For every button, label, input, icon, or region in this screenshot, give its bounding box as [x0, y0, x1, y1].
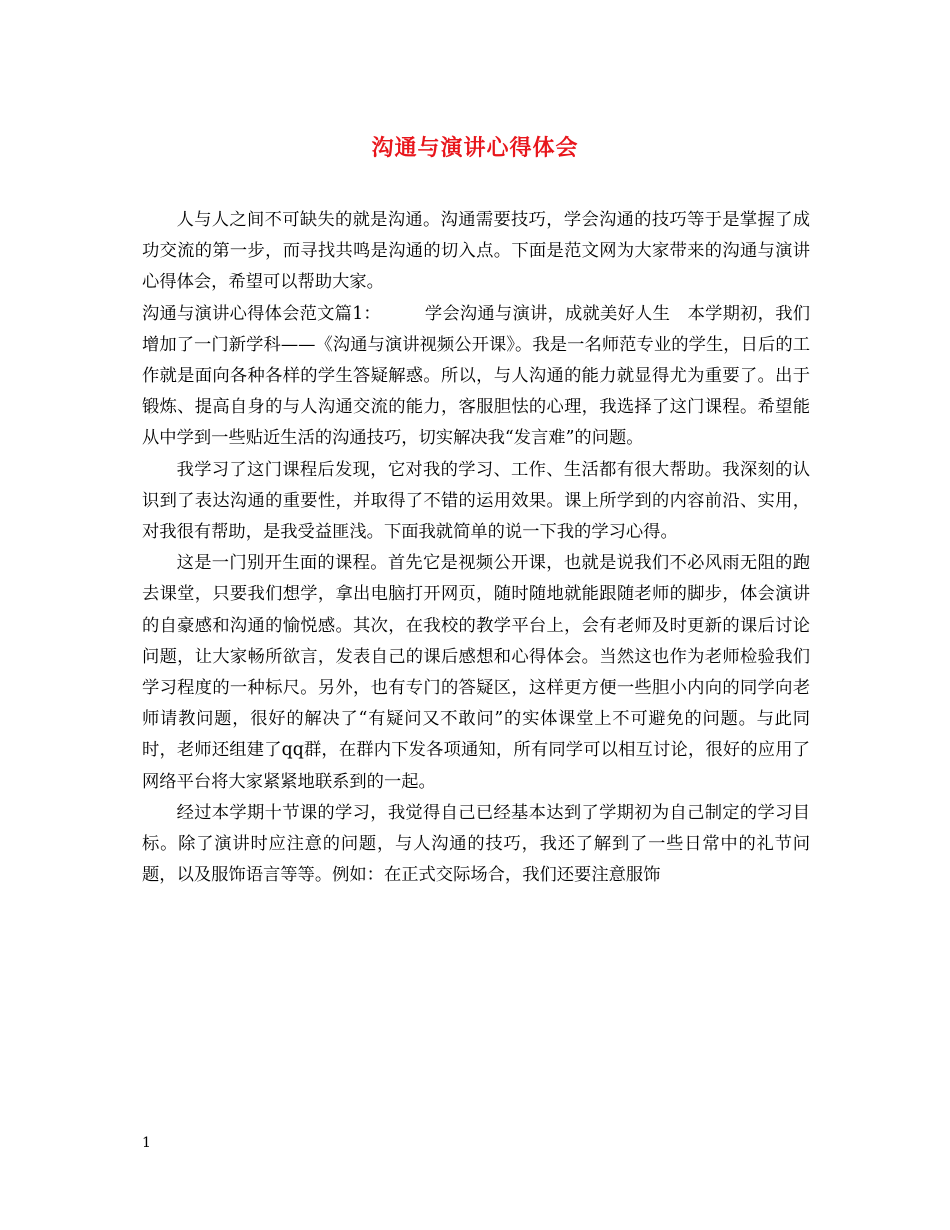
document-body [142, 205, 810, 891]
paragraph-learning: 我学习了这门课程后发现，它对我的学习、工作、生活都有很大帮助。我深刻的认识到了表达沟通的重要性，并取得了不错的运用效果。课上所学到的内容前沿、实用，对我很有帮助，是我受益匪浅。下面我就简单的说一下我的学习心得。 [142, 459, 810, 543]
paragraph-semester-summary: 经过本学期十节课的学习，我觉得自己已经基本达到了学期初为自己制定的学习目标。除了演讲时应注意的问题，与人沟通的技巧，我还了解到了一些日常中的礼节问题，以及服饰语言等等。例如：在正式交际场合，我们还要注意服饰 [142, 802, 810, 886]
paragraph-sample-heading: 沟通与演讲心得体会范文篇1： 学会沟通与演讲，成就美好人生 本学期初，我们增加了一门新学科——《沟通与演讲视频公开课》。我是一名师范专业的学生，日后的工作就是面向各种各样的学生答疑解惑。所以，与人沟通的能力就显得尤为重要了。出于锻炼、提高自身的与人沟通交流的能力，客服胆怯的心理，我选择了这门课程。希望能从中学到一些贴近生活的沟通技巧，切实解决我“发言难”的问题。 [142, 303, 810, 449]
paragraph-intro: 人与人之间不可缺失的就是沟通。沟通需要技巧，学会沟通的技巧等于是掌握了成功交流的第一步，而寻找共鸣是沟通的切入点。下面是范文网为大家带来的沟通与演讲心得体会，希望可以帮助大家。 [142, 210, 810, 293]
page-number: 1 [142, 1135, 151, 1151]
page-title: 沟通与演讲心得体会 [371, 135, 579, 161]
paragraph-course-description: 这是一门别开生面的课程。首先它是视频公开课，也就是说我们不必风雨无阻的跑去课堂，只要我们想学，拿出电脑打开网页，随时随地就能跟随老师的脚步，体会演讲的自豪感和沟通的愉悦感。其次，在我校的教学平台上，会有老师及时更新的课后讨论问题，让大家畅所欲言，发表自己的课后感想和心得体会。当然这也作为老师检验我们学习程度的一种标尺。另外，也有专门的答疑区，这样更方便一些胆小内向的同学向老师请教问题，很好的解决了“有疑问又不敢问”的实体课堂上不可避免的问题。与此同时，老师还组建了qq群，在群内下发各项通知，所有同学可以相互讨论，很好的应用了网络平台将大家紧紧地联系到的一起。 [142, 553, 810, 792]
